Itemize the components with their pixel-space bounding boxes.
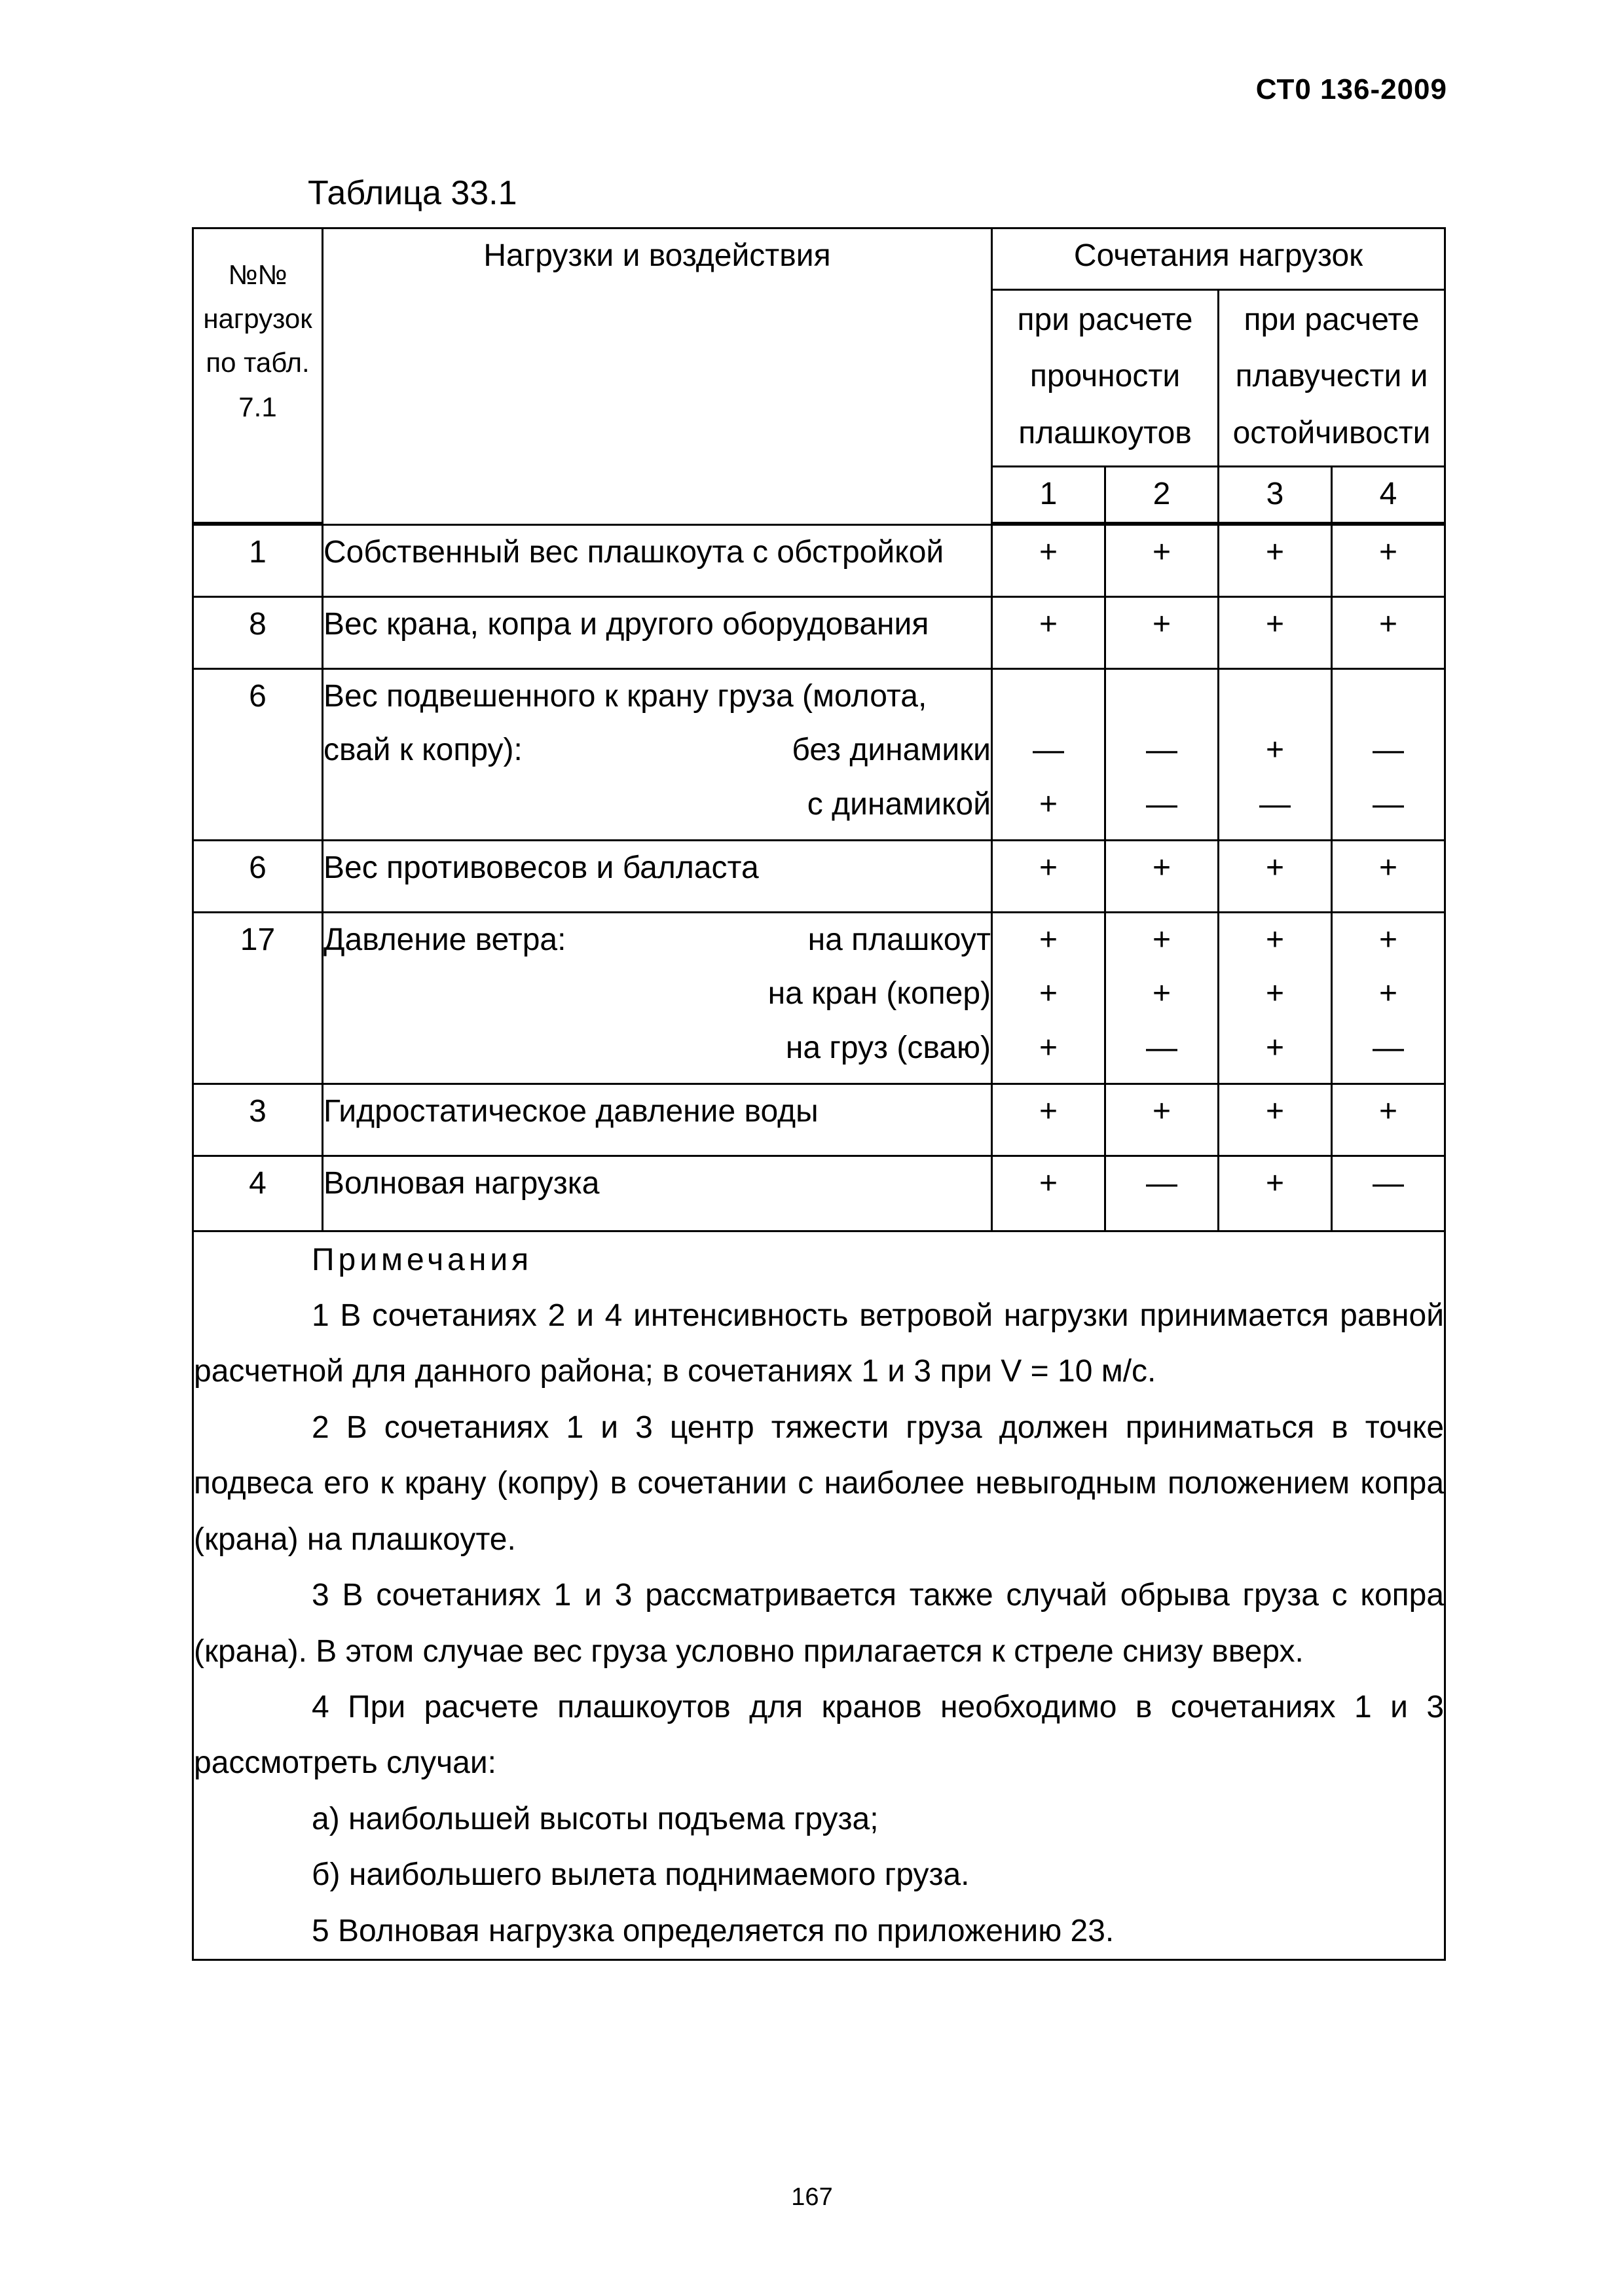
load-description-text: Гидростатическое давление воды <box>323 1093 819 1129</box>
combination-mark: — <box>1373 786 1405 822</box>
combination-mark: — <box>1146 1030 1177 1065</box>
combination-mark: + <box>1379 850 1398 885</box>
combination-cell <box>1332 596 1445 668</box>
combination-mark: + <box>1265 922 1285 957</box>
combination-cell <box>1219 1084 1332 1156</box>
combination-mark: + <box>1152 976 1172 1011</box>
table-row <box>193 596 1445 668</box>
header-col-number: 4 <box>1332 467 1445 523</box>
combination-mark: + <box>1265 1165 1285 1201</box>
combination-cell <box>992 524 1105 596</box>
combination-mark: + <box>1379 976 1398 1011</box>
notes-cell <box>193 1231 1445 1960</box>
load-description-text: Вес противовесов и балласта <box>323 850 759 885</box>
load-number-cell: 1 <box>193 524 323 596</box>
combination-cell <box>992 840 1105 912</box>
load-description-cell <box>323 840 992 912</box>
load-description-line <box>323 1021 991 1076</box>
load-description-line <box>323 913 991 968</box>
table-title: Таблица 33.1 <box>308 174 517 212</box>
header-load-number-line: по табл. <box>206 347 310 378</box>
combination-cell <box>1219 912 1332 1084</box>
load-number-cell: 4 <box>193 1156 323 1231</box>
combination-cell <box>1332 1084 1445 1156</box>
combination-mark: — <box>1373 733 1405 768</box>
load-sub-description-text: с динамикой <box>807 786 991 822</box>
header-group-strength <box>992 290 1219 467</box>
header-group-line: при расчете <box>1244 302 1420 337</box>
header-group-line: остойчивости <box>1232 415 1431 450</box>
combination-mark: — <box>1259 786 1291 822</box>
load-description-line <box>323 526 991 580</box>
combination-mark <box>1106 670 1217 724</box>
combination-mark: + <box>1152 606 1172 642</box>
combination-mark: + <box>1039 922 1058 957</box>
load-number-cell: 6 <box>193 668 323 840</box>
combination-mark <box>993 670 1104 724</box>
load-description-cell <box>323 912 992 1084</box>
combination-mark: + <box>1265 606 1285 642</box>
combination-mark <box>1219 670 1331 724</box>
load-description-line <box>323 723 991 778</box>
combination-mark: + <box>1039 1030 1058 1065</box>
load-description-cell <box>323 1156 992 1231</box>
combination-mark: — <box>1373 1030 1405 1065</box>
load-description-line <box>323 1157 991 1211</box>
combination-mark: — <box>1146 1165 1177 1201</box>
load-description-text: Давление ветра: <box>323 922 566 957</box>
combination-cell <box>1219 1156 1332 1231</box>
load-description-text: Вес крана, копра и другого оборудования <box>323 606 929 642</box>
load-description-cell <box>323 524 992 596</box>
header-load-number <box>193 228 323 523</box>
note-paragraph: 2 В сочетаниях 1 и 3 центр тяжести груза должен приниматься в точке подвеса его к крану (копру) в сочетании с наиболее невыгодным положением копра (крана) на плашкоуте. <box>194 1410 1445 1557</box>
combination-mark: + <box>1039 786 1058 822</box>
combination-cell <box>1332 912 1445 1084</box>
combination-mark: + <box>1265 850 1285 885</box>
header-group-line: прочности <box>1029 359 1181 394</box>
combination-cell <box>1219 524 1332 596</box>
header-col-number: 3 <box>1219 467 1332 523</box>
combination-cell <box>1219 668 1332 840</box>
combination-mark: + <box>1152 1093 1172 1129</box>
note-paragraph: 5 Волновая нагрузка определяется по приложению 23. <box>312 1913 1115 1948</box>
combination-mark: + <box>1379 534 1398 570</box>
loads-table <box>192 227 1446 1961</box>
load-description-line <box>323 967 991 1021</box>
combination-mark: + <box>1039 1093 1058 1129</box>
combination-mark: + <box>1152 850 1172 885</box>
combination-cell <box>992 912 1105 1084</box>
load-sub-description-text: без динамики <box>792 733 991 768</box>
note-paragraph: 3 В сочетаниях 1 и 3 рассматривается также случай обрыва груза с копра (крана). В этом случае вес груза условно прилагается к стреле снизу вверх. <box>194 1578 1445 1669</box>
combination-mark: — <box>1373 1165 1405 1201</box>
page-number: 167 <box>791 2183 833 2211</box>
header-group-line: плашкоутов <box>1018 415 1192 450</box>
load-description-line <box>323 598 991 652</box>
combination-cell <box>1105 1156 1219 1231</box>
combination-cell <box>1219 596 1332 668</box>
load-description-line <box>323 841 991 896</box>
load-number-cell: 17 <box>193 912 323 1084</box>
combination-mark: + <box>1265 733 1285 768</box>
load-sub-description-text: на кран (копер) <box>767 976 991 1011</box>
combination-mark: + <box>1039 534 1058 570</box>
load-sub-description-text: на плашкоут <box>807 922 991 957</box>
load-description-line <box>323 670 991 724</box>
combination-cell <box>1332 524 1445 596</box>
combination-cell <box>992 1084 1105 1156</box>
combination-cell <box>1105 1084 1219 1156</box>
combination-mark: + <box>1265 1030 1285 1065</box>
load-description-text: Волновая нагрузка <box>323 1165 600 1201</box>
note-list-item: а) наибольшей высоты подъема груза; <box>312 1801 879 1836</box>
combination-cell <box>1105 840 1219 912</box>
combination-cell <box>992 596 1105 668</box>
note-paragraph: 4 При расчете плашкоутов для кранов необходимо в сочетаниях 1 и 3 рассмотреть случаи: <box>194 1690 1445 1781</box>
header-load-number-line: 7.1 <box>238 391 277 422</box>
combination-mark: — <box>1146 733 1177 768</box>
combination-mark: + <box>1265 976 1285 1011</box>
combination-mark: + <box>1265 1093 1285 1129</box>
load-number-cell: 3 <box>193 1084 323 1156</box>
combination-cell <box>1105 596 1219 668</box>
note-list-item: б) наибольшего вылета поднимаемого груза. <box>312 1857 970 1893</box>
table-row <box>193 668 1445 840</box>
combination-cell <box>1332 668 1445 840</box>
combination-cell <box>992 1156 1105 1231</box>
header-combinations: Сочетания нагрузок <box>992 228 1445 290</box>
load-description-text: Вес подвешенного к крану груза (молота, <box>323 678 927 714</box>
document-code: СТ0 136-2009 <box>1255 73 1447 105</box>
combination-mark: + <box>1265 534 1285 570</box>
notes-row <box>193 1231 1445 1960</box>
header-group-buoyancy <box>1219 290 1445 467</box>
combination-cell <box>992 668 1105 840</box>
combination-cell <box>1219 840 1332 912</box>
combination-mark: + <box>1379 606 1398 642</box>
table-row <box>193 1156 1445 1231</box>
load-number-cell: 6 <box>193 840 323 912</box>
combination-mark: + <box>1152 534 1172 570</box>
combination-mark <box>1333 670 1444 724</box>
load-description-text: Собственный вес плашкоута с обстройкой <box>323 534 944 570</box>
header-load-number-line: нагрузок <box>203 303 312 335</box>
header-group-line: плавучести и <box>1235 359 1428 394</box>
load-description-line <box>323 1085 991 1139</box>
combination-cell <box>1105 524 1219 596</box>
header-load-number-line: №№ <box>228 259 287 290</box>
load-description-cell <box>323 596 992 668</box>
table-row <box>193 912 1445 1084</box>
header-col-number: 1 <box>992 467 1105 523</box>
combination-mark: + <box>1379 1093 1398 1129</box>
table-row <box>193 840 1445 912</box>
header-group-line: при расчете <box>1017 302 1193 337</box>
table-row <box>193 1084 1445 1156</box>
combination-cell <box>1105 668 1219 840</box>
combination-cell <box>1105 912 1219 1084</box>
load-description-text: свай к копру): <box>323 733 523 768</box>
combination-cell <box>1332 1156 1445 1231</box>
table-row <box>193 524 1445 596</box>
note-paragraph: 1 В сочетаниях 2 и 4 интенсивность ветровой нагрузки принимается равной расчетной для данного района; в сочетаниях 1 и 3 при V = 10 м/с. <box>194 1298 1445 1389</box>
combination-mark: + <box>1039 850 1058 885</box>
combination-cell <box>1332 840 1445 912</box>
combination-mark: + <box>1039 1165 1058 1201</box>
load-description-cell <box>323 668 992 840</box>
load-number-cell: 8 <box>193 596 323 668</box>
combination-mark: + <box>1379 922 1398 957</box>
load-sub-description-text: на груз (сваю) <box>785 1030 991 1065</box>
combination-mark: + <box>1039 976 1058 1011</box>
combination-mark: + <box>1152 922 1172 957</box>
load-description-line <box>323 778 991 832</box>
combination-mark: — <box>1146 786 1177 822</box>
load-description-cell <box>323 1084 992 1156</box>
header-col-number: 2 <box>1105 467 1219 523</box>
header-loads: Нагрузки и воздействия <box>323 228 992 525</box>
combination-mark: — <box>1033 733 1064 768</box>
combination-mark: + <box>1039 606 1058 642</box>
notes-title: Примечания <box>312 1242 533 1277</box>
